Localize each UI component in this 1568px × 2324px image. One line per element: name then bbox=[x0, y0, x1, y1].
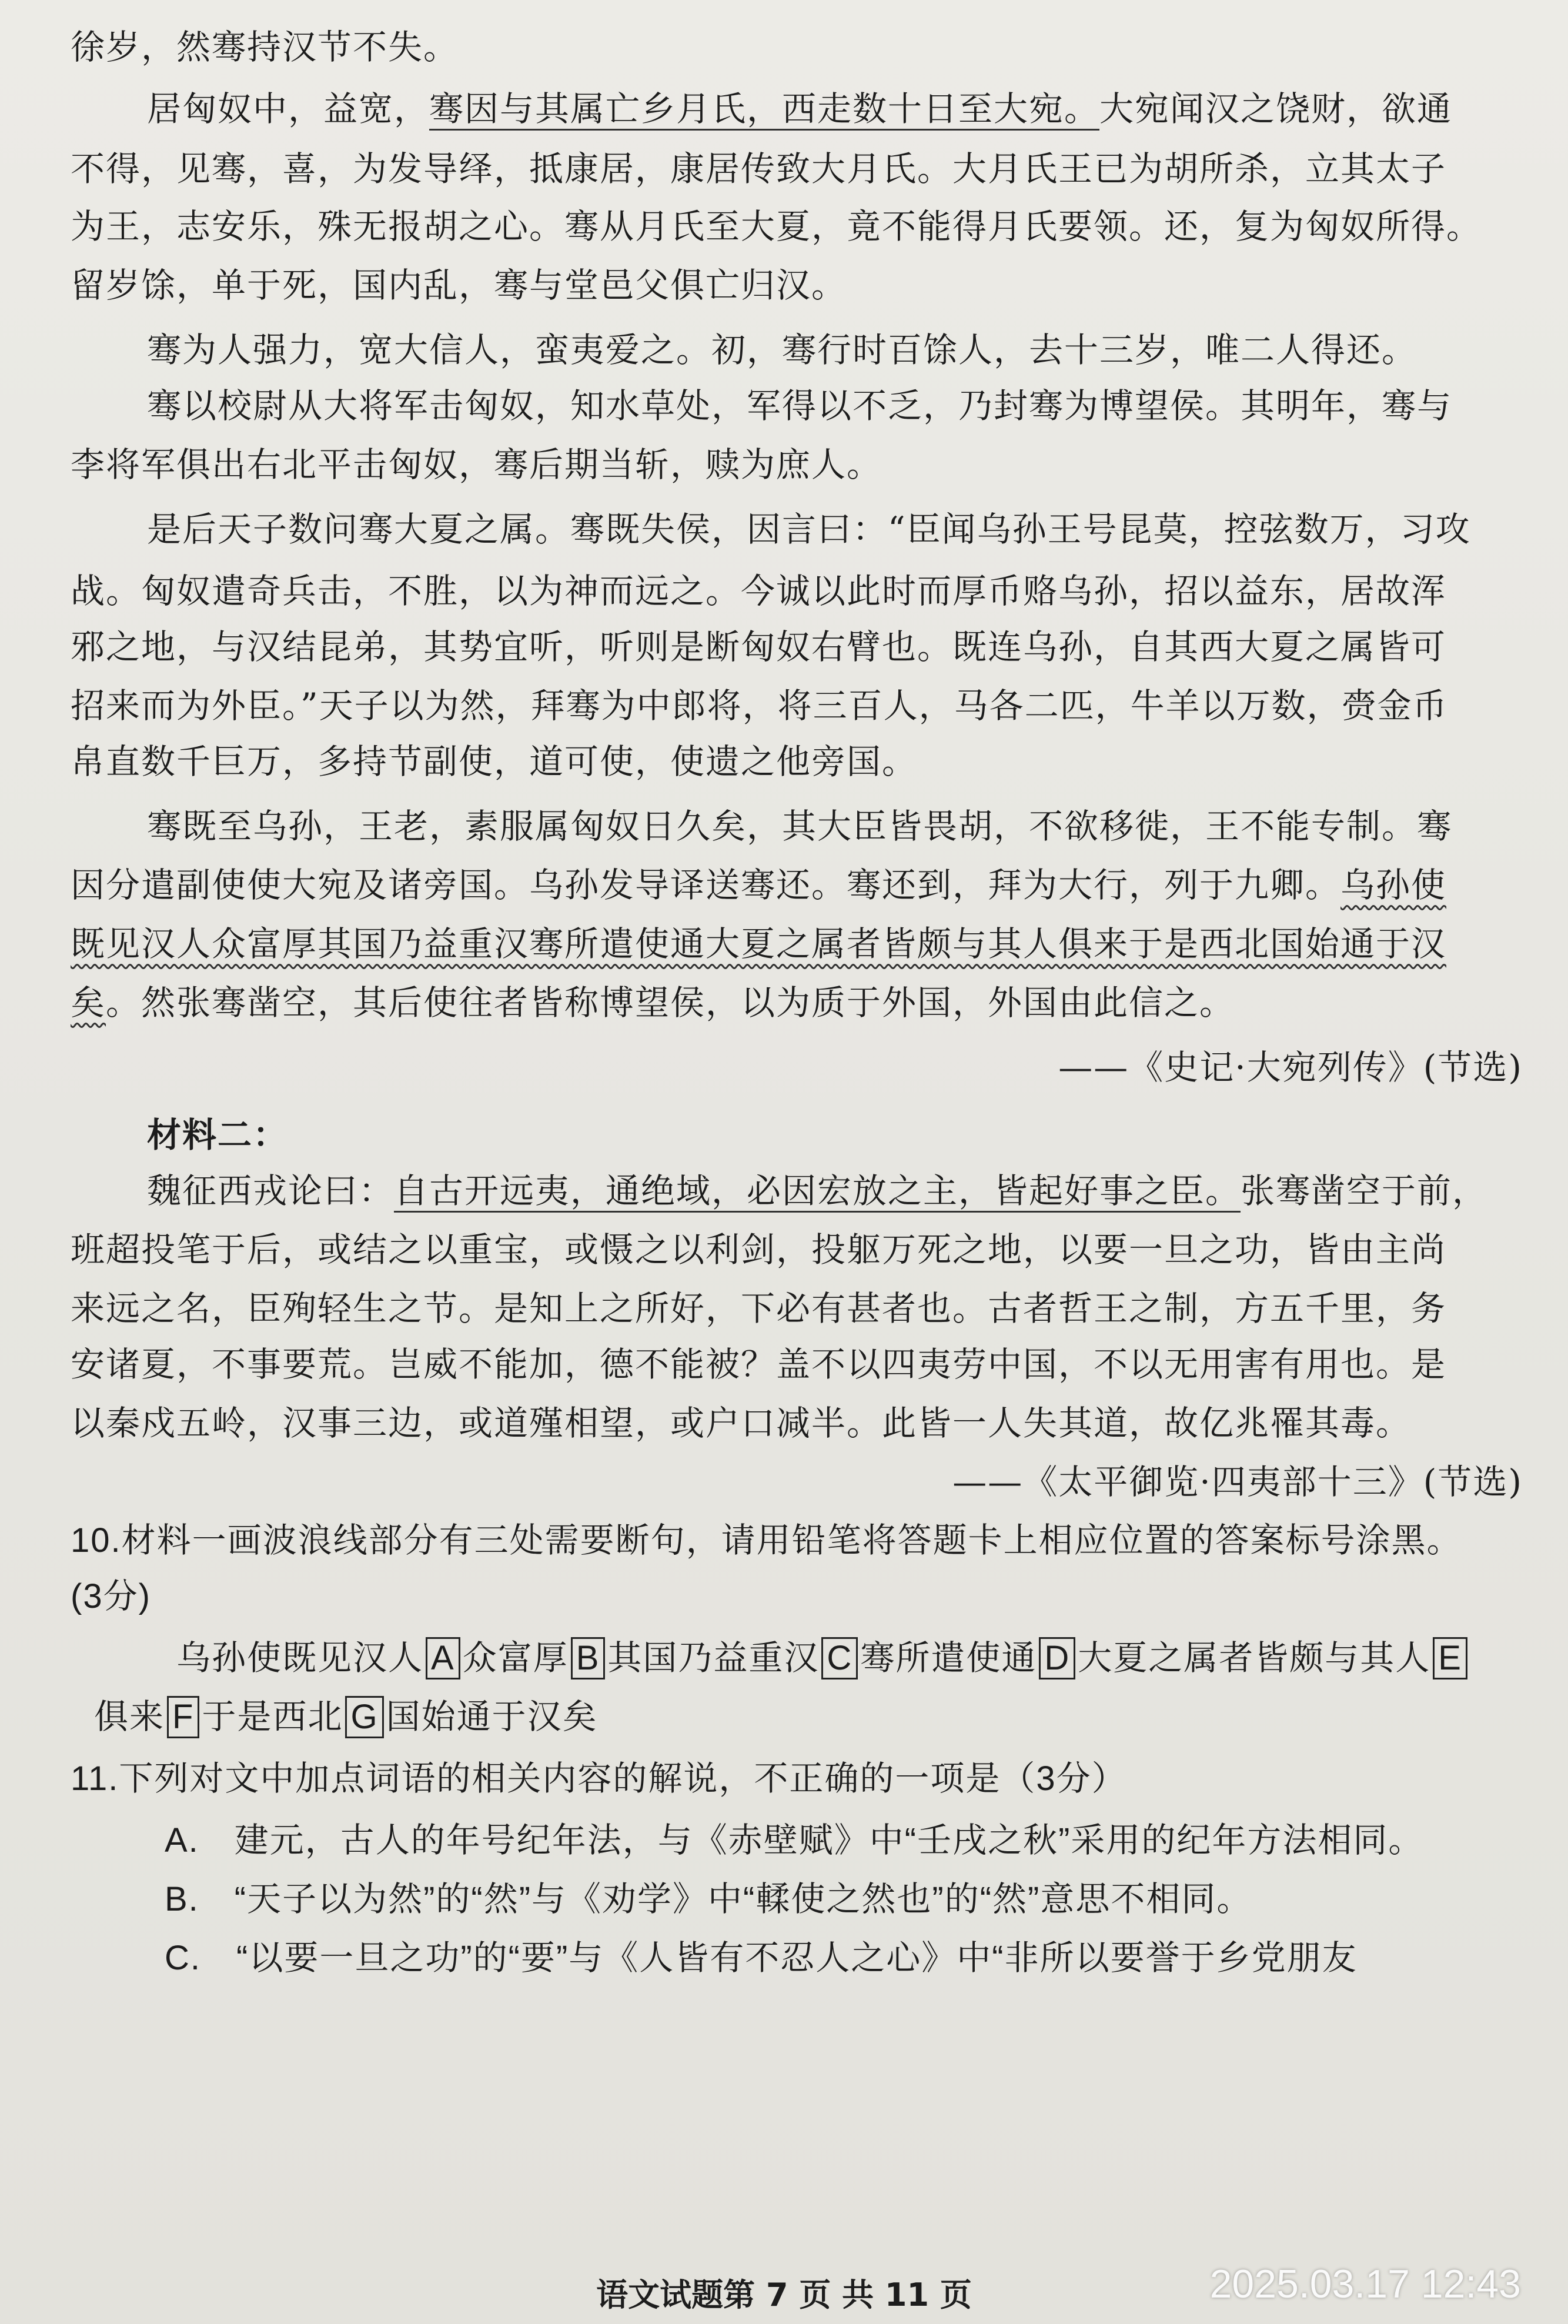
text-span: ——《史记·大宛列传》(节选) bbox=[1058, 1047, 1523, 1087]
q11-option-c: C. “以要一旦之功”的“要”与《人皆有不忍人之心》中“非所以要誉于乡党朋友 bbox=[165, 1939, 1358, 1977]
text-span: 张骞凿空于前， bbox=[1241, 1171, 1488, 1211]
text-line bbox=[147, 376, 1523, 435]
text-span: 大夏之属者皆颇与其人 bbox=[1078, 1639, 1431, 1677]
text-span: 班超投笔于后，或结之以重宝，或慑之以利剑，投躯万死之地，以要一旦之功，皆由主尚 bbox=[71, 1230, 1447, 1270]
text-line bbox=[71, 1567, 1523, 1626]
text-span: 战。匈奴遣奇兵击，不胜，以为神而远之。今诚以此时而厚币赂乌孙，招以益东，居故浑 bbox=[71, 571, 1447, 611]
text-line bbox=[71, 856, 1523, 914]
text-span: 来远之名，臣殉轻生之节。是知上之所好，下必有甚者也。古者哲王之制，方五千里，务 bbox=[71, 1288, 1447, 1328]
text-line bbox=[147, 1161, 1523, 1220]
answer-letter-box[interactable]: C bbox=[821, 1637, 858, 1679]
text-line bbox=[147, 79, 1523, 138]
answer-letter-box[interactable]: G bbox=[345, 1696, 383, 1738]
q10-option-row bbox=[176, 1629, 1523, 1688]
text-line bbox=[147, 1106, 1523, 1164]
text-line bbox=[71, 139, 1523, 198]
text-span: 魏征西戎论曰： bbox=[147, 1171, 394, 1211]
text-line bbox=[71, 1335, 1523, 1394]
q11-option-b: B. “天子以为然”的“然”与《劝学》中“輮使之然也”的“然”意思不相同。 bbox=[165, 1880, 1252, 1918]
answer-letter-box[interactable]: A bbox=[426, 1637, 460, 1679]
text-line bbox=[71, 973, 1523, 1032]
wavy-underlined-text: 既见汉人众富厚其国乃益重汉骞所遣使通大夏之属者皆颇与其人俱来于是西北国始通于汉 bbox=[71, 924, 1447, 964]
text-span: 徐岁，然骞持汉节不失。 bbox=[71, 27, 459, 67]
text-span: 是后天子数问骞大夏之属。骞既失侯，因言曰：“臣闻乌孙王号昆莫，控弦数万，习攻 bbox=[147, 509, 1471, 549]
underlined-text: 骞因与其属亡乡月氏，西走数十日至大宛。 bbox=[429, 89, 1100, 129]
answer-letter-box[interactable]: B bbox=[571, 1637, 606, 1679]
page-footer: 语文试题第 7 页 共 11 页 bbox=[596, 2276, 972, 2313]
text-span: 为王，志安乐，殊无报胡之心。骞从月氏至大夏，竟不能得月氏要领。还，复为匈奴所得。 bbox=[71, 206, 1482, 246]
text-span: 乌孙使既见汉人 bbox=[176, 1639, 424, 1677]
text-span: 因分遣副使使大宛及诸旁国。乌孙发导译送骞还。骞还到，拜为大行，列于九卿。 bbox=[71, 865, 1341, 905]
text-span: 不得，见骞，喜，为发导绎，抵康居，康居传致大月氏。大月氏王已为胡所杀，立其太子 bbox=[71, 149, 1447, 189]
text-line bbox=[71, 435, 1523, 494]
text-span: 以秦戍五岭，汉事三边，或道殣相望，或户口减半。此皆一人失其道，故亿兆罹其毒。 bbox=[71, 1403, 1412, 1443]
text-line bbox=[71, 732, 1523, 791]
text-span: 帛直数千巨万，多持节副使，道可使，使遗之他旁国。 bbox=[71, 742, 918, 782]
text-line bbox=[71, 1511, 1523, 1570]
text-span: 骞为人强力，宽大信人，蛮夷爱之。初，骞行时百馀人，去十三岁，唯二人得还。 bbox=[147, 330, 1417, 370]
underlined-text: 自古开远夷，通绝域，必因宏放之主，皆起好事之臣。 bbox=[394, 1171, 1241, 1211]
text-line bbox=[71, 1279, 1523, 1338]
text-span: 骞所遣使通 bbox=[860, 1639, 1037, 1677]
q11-option-a: A. 建元，古人的年号纪年法，与《赤壁赋》中“壬戌之秋”采用的纪年方法相同。 bbox=[165, 1821, 1424, 1859]
text-line bbox=[71, 256, 1523, 315]
text-span: 招来而为外臣。”天子以为然，拜骞为中郎将，将三百人，马各二匹，牛羊以万数，赍金币 bbox=[71, 686, 1448, 726]
text-span: 其国乃益重汉 bbox=[607, 1639, 820, 1677]
text-line bbox=[71, 676, 1523, 735]
q11-stem: 11.下列对文中加点词语的相关内容的解说，不正确的一项是（3分） bbox=[71, 1759, 1127, 1798]
text-span: ——《太平御览·四夷部十三》(节选) bbox=[952, 1462, 1523, 1502]
text-span: 材料二： bbox=[147, 1115, 289, 1155]
text-span: 于是西北 bbox=[202, 1698, 343, 1736]
text-span: (3分) bbox=[71, 1577, 151, 1615]
text-line bbox=[71, 617, 1523, 676]
text-line bbox=[71, 1452, 1523, 1511]
answer-letter-box[interactable]: F bbox=[167, 1696, 199, 1738]
text-line bbox=[71, 18, 1523, 76]
answer-letter-box[interactable]: D bbox=[1039, 1637, 1075, 1679]
text-span: 众富厚 bbox=[462, 1639, 569, 1677]
text-line bbox=[71, 1220, 1523, 1279]
text-span: 大宛闻汉之饶财，欲通 bbox=[1099, 89, 1453, 129]
text-line bbox=[147, 320, 1523, 379]
text-span: 10.材料一画波浪线部分有三处需要断句，请用铅笔将答题卡上相应位置的答案标号涂黑。 bbox=[71, 1521, 1462, 1560]
text-span: 骞以校尉从大将军击匈奴，知水草处，军得以不乏，乃封骞为博望侯。其明年，骞与 bbox=[147, 386, 1453, 426]
text-line bbox=[71, 914, 1523, 973]
q10-option-row bbox=[94, 1688, 1523, 1747]
text-line bbox=[71, 197, 1523, 256]
text-line bbox=[71, 1394, 1523, 1452]
text-line bbox=[147, 500, 1523, 559]
answer-letter-box[interactable]: E bbox=[1433, 1637, 1467, 1679]
text-line bbox=[71, 562, 1523, 620]
text-span: 骞既至乌孙，王老，素服属匈奴日久矣，其大臣皆畏胡，不欲移徙，王不能专制。骞 bbox=[147, 806, 1453, 846]
text-span: 居匈奴中，益宽， bbox=[147, 89, 430, 129]
text-span: 安诸夏，不事要荒。岂威不能加，德不能被？盖不以四夷劳中国，不以无用害有用也。是 bbox=[71, 1344, 1447, 1384]
wavy-underlined-text: 矣 bbox=[71, 983, 106, 1023]
text-span: 邪之地，与汉结昆弟，其势宜听，听则是断匈奴右臂也。既连乌孙，自其西大夏之属皆可 bbox=[71, 627, 1447, 667]
text-span: 留岁馀，单于死，国内乱，骞与堂邑父俱亡归汉。 bbox=[71, 265, 847, 305]
text-line bbox=[147, 797, 1523, 856]
wavy-underlined-text: 乌孙使 bbox=[1340, 865, 1447, 905]
photo-timestamp: 2025.03.17 12:43 bbox=[1209, 2262, 1521, 2306]
text-span: 李将军俱出右北平击匈奴，骞后期当斩，赎为庶人。 bbox=[71, 445, 882, 485]
text-line bbox=[71, 1038, 1523, 1097]
text-span: 。然张骞凿空，其后使往者皆称博望侯，以为质于外国，外国由此信之。 bbox=[106, 983, 1235, 1023]
text-span: 俱来 bbox=[94, 1698, 165, 1736]
text-span: 国始通于汉矣 bbox=[386, 1698, 598, 1736]
